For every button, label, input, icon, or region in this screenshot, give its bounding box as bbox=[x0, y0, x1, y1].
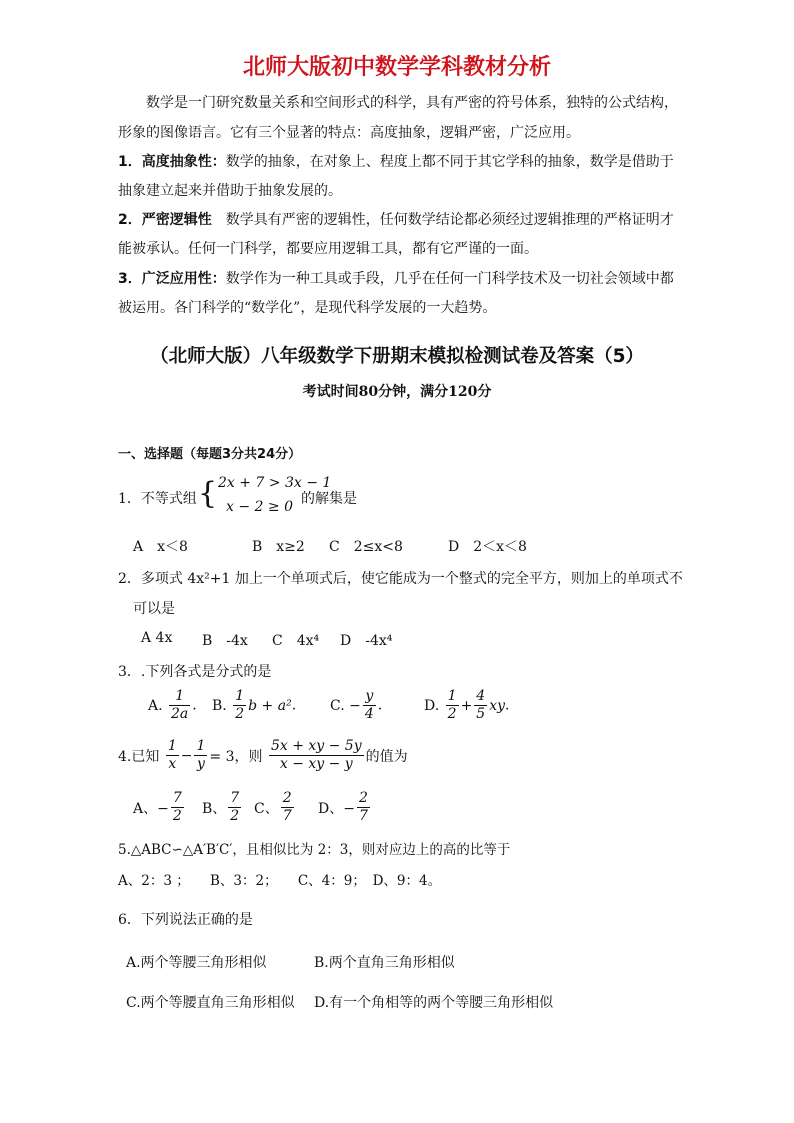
q4-option-d-label: D、− bbox=[318, 800, 355, 817]
q4-main-fraction: $\frac{5x + xy - 5y}{x - xy - y}$ bbox=[270, 738, 362, 772]
q4-option-d bbox=[318, 790, 372, 825]
q5-options: A、2：3 ； B、3：2； C、4：9； D、9：4。 bbox=[118, 873, 442, 889]
q3-option-b: B. $\frac{1}{2}$ b + a². bbox=[212, 688, 297, 722]
q4-fraction-1-over-x: $\frac{1}{x}$ bbox=[167, 738, 177, 772]
q2-option-c: C 4x⁴ bbox=[272, 633, 320, 649]
feature-2-line-2: 能被承认。任何一门科学，都要应用逻辑工具，都有它严谨的一面。 bbox=[118, 241, 538, 257]
feature-3-line-1 bbox=[118, 268, 674, 288]
q4-option-b bbox=[202, 790, 243, 825]
q4-option-a bbox=[133, 790, 186, 825]
feature-1-text: 数学的抽象，在对象上、程度上都不同于其它学科的抽象，数学是借助于 bbox=[225, 154, 674, 170]
q4-fraction-1-over-y: $\frac{1}{y}$ bbox=[196, 738, 206, 772]
q1-option-a: A x＜8 bbox=[133, 539, 188, 555]
q3-option-d: D. $\frac{1}{2}$ + $\frac{4}{5}$ xy. bbox=[424, 688, 510, 722]
q3-option-a: A. $\frac{1}{2a}$ . bbox=[148, 688, 197, 722]
section-1-heading: 一、选择题（每题3分共24分） bbox=[118, 447, 302, 462]
q4-option-a-label: A、− bbox=[133, 800, 169, 817]
q2-option-a: A 4x bbox=[141, 630, 173, 646]
feature-2-line-1 bbox=[118, 209, 674, 229]
q3-option-d-fraction-1: $\frac{1}{2}$ bbox=[447, 688, 457, 722]
q6-stem: 6．下列说法正确的是 bbox=[118, 912, 253, 928]
q6-option-b: B.两个直角三角形相似 bbox=[314, 955, 455, 971]
feature-2-label: 2．严密逻辑性 bbox=[118, 212, 212, 228]
q4-stem: 4.已知 $\frac{1}{x}$ − $\frac{1}{y}$ = 3，则 $\frac{5x + xy - 5y}{x - xy - y}$ 的值为 bbox=[118, 738, 408, 772]
q3-option-d-fraction-2: $\frac{4}{5}$ bbox=[476, 688, 486, 722]
q3-option-c-fraction: $\frac{y}{4}$ bbox=[364, 688, 374, 722]
q3-option-a-label: A. bbox=[148, 697, 163, 714]
q1-option-c: C 2≤x<8 bbox=[329, 539, 403, 555]
q3-option-d-label: D. bbox=[424, 697, 440, 714]
exam-title: （北师大版）八年级数学下册期末模拟检测试卷及答案（5） bbox=[150, 346, 644, 367]
q4-option-d-fraction: $\frac{2}{7}$ bbox=[358, 790, 368, 824]
q4-option-b-fraction: $\frac{7}{2}$ bbox=[230, 790, 240, 824]
q5-stem: 5.△ABC∽△A′B′C′，且相似比为 2：3，则对应边上的高的比等于 bbox=[118, 842, 511, 858]
q4-option-a-fraction: $\frac{7}{2}$ bbox=[172, 790, 182, 824]
q1-brace: { bbox=[198, 476, 218, 511]
exam-time: 考试时间80分钟，满分120分 bbox=[302, 384, 492, 400]
q2-line-1: 2．多项式 4x²+1 加上一个单项式后，使它能成为一个整式的完全平方，则加上的单项式不 bbox=[118, 571, 683, 587]
q6-option-a: A.两个等腰三角形相似 bbox=[126, 955, 267, 971]
q4-prefix: 4.已知 bbox=[118, 748, 160, 765]
feature-1-line-2: 抽象建立起来并借助于抽象发展的。 bbox=[118, 183, 342, 199]
header-title: 北师大版初中数学学科教材分析 bbox=[242, 55, 551, 80]
q2-option-b: B -4x bbox=[202, 633, 248, 649]
feature-3-line-2: 被运用。各门科学的“数学化”，是现代科学发展的一大趋势。 bbox=[118, 300, 497, 316]
q1-prefix: 1．不等式组 bbox=[118, 491, 197, 507]
q3-option-b-label: B. bbox=[212, 697, 227, 714]
feature-2-text: 数学具有严密的逻辑性，任何数学结论都必须经过逻辑推理的严格证明才 bbox=[225, 212, 674, 228]
q6-option-c: C.两个等腰直角三角形相似 bbox=[126, 995, 295, 1011]
q3-option-b-fraction: $\frac{1}{2}$ bbox=[235, 688, 245, 722]
feature-1-line-1 bbox=[118, 151, 674, 171]
q1-option-d: D 2＜x＜8 bbox=[448, 539, 527, 555]
q3-stem: 3．.下列各式是分式的是 bbox=[118, 664, 272, 680]
q2-line-2: 可以是 bbox=[133, 601, 175, 617]
q4-mid: = 3，则 bbox=[209, 748, 263, 765]
feature-3-text: 数学作为一种工具或手段，几乎在任何一门科学技术及一切社会领域中都 bbox=[225, 271, 674, 287]
q4-option-c-fraction: $\frac{2}{7}$ bbox=[282, 790, 292, 824]
q4-option-c bbox=[254, 790, 296, 825]
q3-option-c-label: C. bbox=[330, 697, 345, 714]
q4-suffix: 的值为 bbox=[365, 748, 408, 765]
q4-option-c-label: C、 bbox=[254, 800, 279, 817]
feature-1-label: 1．高度抽象性： bbox=[118, 154, 226, 170]
q1-eq2: x − 2 ≥ 0 bbox=[226, 499, 293, 515]
q2-option-d: D -4x⁴ bbox=[340, 633, 393, 649]
q1-eq1: 2x + 7 > 3x − 1 bbox=[218, 475, 332, 491]
q3-option-a-fraction: $\frac{1}{2a}$ bbox=[171, 688, 189, 722]
q6-option-d: D.有一个角相等的两个等腰三角形相似 bbox=[314, 995, 554, 1011]
feature-3-label: 3．广泛应用性： bbox=[118, 271, 226, 287]
intro-line-1: 数学是一门研究数量关系和空间形式的科学，具有严密的符号体系，独特的公式结构， bbox=[146, 95, 678, 111]
q1-option-b: B x≥2 bbox=[252, 539, 305, 555]
intro-line-2: 形象的图像语言。它有三个显著的特点：高度抽象，逻辑严密，广泛应用。 bbox=[118, 125, 580, 141]
q3-option-c: C. − $\frac{y}{4}$ . bbox=[330, 688, 383, 722]
q1-suffix: 的解集是 bbox=[301, 491, 357, 507]
q4-option-b-label: B、 bbox=[202, 800, 227, 817]
